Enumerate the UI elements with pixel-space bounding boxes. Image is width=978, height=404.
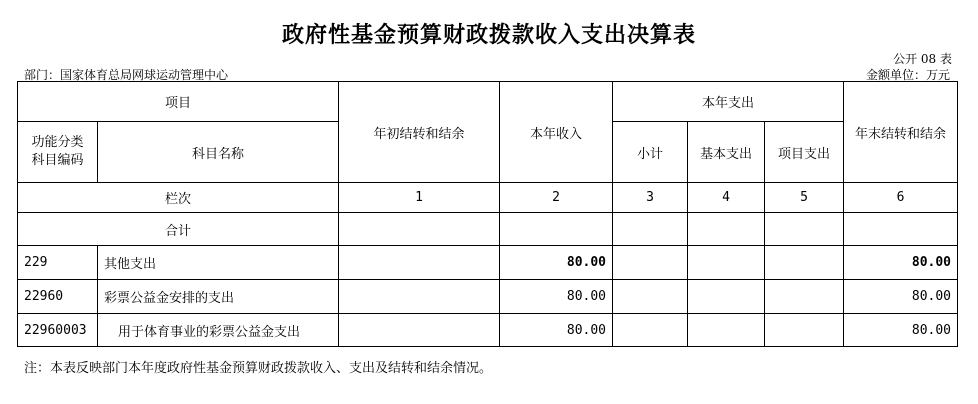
total-closing (844, 213, 958, 246)
table-row (18, 314, 958, 347)
column-index-2: 2 (500, 183, 613, 213)
budget-table (17, 81, 958, 347)
header-item: 项目 (18, 82, 339, 122)
header-project: 项目支出 (765, 122, 844, 183)
header-income: 本年收入 (500, 82, 613, 183)
column-index-4: 4 (688, 183, 765, 213)
column-index-label: 栏次 (18, 183, 339, 213)
header-code-line2: 科目编码 (31, 153, 84, 168)
row-code: 22960 (18, 280, 98, 314)
header-subtotal: 小计 (613, 122, 688, 183)
row-basic (688, 280, 765, 314)
row-subtotal (613, 280, 688, 314)
header-function-code (18, 122, 98, 183)
total-row (18, 213, 958, 246)
total-opening (339, 213, 500, 246)
column-index-5: 5 (765, 183, 844, 213)
total-income (500, 213, 613, 246)
table-row (18, 280, 958, 314)
row-opening (339, 314, 500, 347)
row-code: 229 (18, 246, 98, 280)
column-index-row (18, 183, 958, 213)
row-closing: 80.00 (844, 246, 958, 280)
footnote: 注：本表反映部门本年度政府性基金预算财政拨款收入、支出及结转和结余情况。 (24, 361, 493, 376)
row-basic (688, 246, 765, 280)
row-name: 其他支出 (98, 246, 339, 280)
row-income: 80.00 (500, 246, 613, 280)
header-code-line1: 功能分类 (31, 135, 84, 150)
header-basic: 基本支出 (688, 122, 765, 183)
row-project (765, 280, 844, 314)
row-closing: 80.00 (844, 314, 958, 347)
row-subtotal (613, 246, 688, 280)
total-project (765, 213, 844, 246)
row-basic (688, 314, 765, 347)
column-index-1: 1 (339, 183, 500, 213)
row-subtotal (613, 314, 688, 347)
form-number: 公开 08 表 (893, 52, 952, 66)
row-income: 80.00 (500, 280, 613, 314)
header-closing-balance: 年末结转和结余 (844, 82, 958, 183)
header-opening-balance: 年初结转和结余 (339, 82, 500, 183)
header-subject-name: 科目名称 (98, 122, 339, 183)
row-name: 彩票公益金安排的支出 (98, 280, 339, 314)
column-index-6: 6 (844, 183, 958, 213)
total-subtotal (613, 213, 688, 246)
row-project (765, 246, 844, 280)
row-code: 22960003 (18, 314, 98, 347)
row-name: 用于体育事业的彩票公益金支出 (98, 314, 339, 347)
header-expense-group: 本年支出 (613, 82, 844, 122)
row-project (765, 314, 844, 347)
row-opening (339, 280, 500, 314)
row-income: 80.00 (500, 314, 613, 347)
total-basic (688, 213, 765, 246)
row-opening (339, 246, 500, 280)
column-index-3: 3 (613, 183, 688, 213)
row-closing: 80.00 (844, 280, 958, 314)
total-label: 合计 (18, 213, 339, 246)
amount-unit-label: 金额单位：万元 (865, 68, 950, 82)
report-title: 政府性基金预算财政拨款收入支出决算表 (281, 23, 696, 48)
table-row (18, 246, 958, 280)
department-label: 部门：国家体育总局网球运动管理中心 (24, 68, 229, 82)
